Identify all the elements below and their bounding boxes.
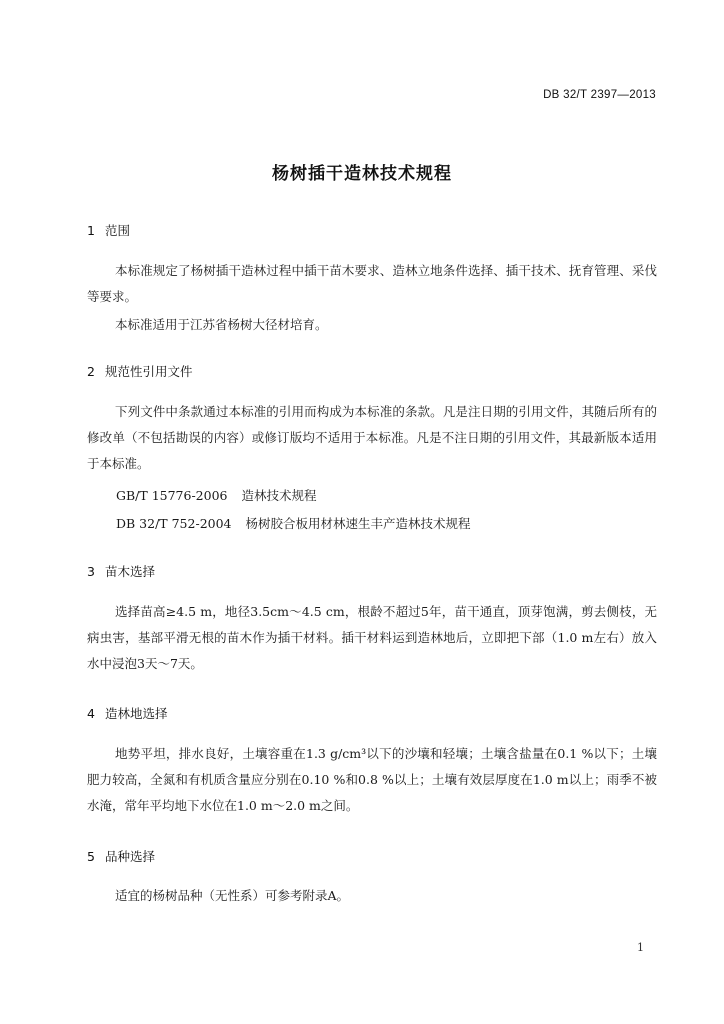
section-number: 2 bbox=[87, 364, 95, 379]
paragraph: 选择苗高≥4.5 m，地径3.5cm～4.5 cm，根龄不超过5年，苗干通直，顶芽饱满，剪去侧枝，无病虫害，基部平滑无根的苗木作为插干材料。插干材料运到造林地后，立即把下部（1.0 m左右）放入水中浸泡3天～7天。 bbox=[87, 604, 657, 671]
section-heading-scope bbox=[87, 221, 130, 239]
section-heading-normative-references bbox=[87, 362, 193, 380]
page-number: 1 bbox=[637, 941, 644, 954]
reference-item bbox=[116, 514, 471, 532]
section-heading-variety-selection bbox=[87, 847, 155, 865]
paragraph: 地势平坦，排水良好，土壤容重在1.3 g/cm³以下的沙壤和轻壤；土壤含盐量在0.1 %以下；土壤肥力较高，全氮和有机质含量应分别在0.10 %和0.8 %以上；土壤有效层厚度在1.0 m以上；雨季不被水淹，常年平均地下水位在1.0 m～2.0 m之间。 bbox=[87, 746, 657, 813]
reference-code: GB/T 15776-2006 bbox=[116, 488, 228, 503]
paragraph: 本标准规定了杨树插干造林过程中插干苗木要求、造林立地条件选择、插干技术、抚育管理、采伐等要求。 bbox=[87, 263, 657, 304]
document-title: 杨树插干造林技术规程 bbox=[272, 164, 452, 184]
section-number: 1 bbox=[87, 223, 95, 238]
section-title: 造林地选择 bbox=[105, 706, 168, 721]
section-number: 4 bbox=[87, 706, 95, 721]
section-title: 苗木选择 bbox=[105, 564, 156, 579]
section-title: 品种选择 bbox=[105, 849, 156, 864]
standard-number: DB 32/T 2397—2013 bbox=[543, 89, 656, 101]
section-title: 范围 bbox=[105, 223, 131, 238]
paragraph: 本标准适用于江苏省杨树大径材培育。 bbox=[115, 317, 328, 332]
paragraph: 下列文件中条款通过本标准的引用而构成为本标准的条款。凡是注日期的引用文件，其随后所有的修改单（不包括勘误的内容）或修订版均不适用于本标准。凡是不注日期的引用文件，其最新版本适用于本标准。 bbox=[87, 404, 657, 471]
section-title: 规范性引用文件 bbox=[105, 364, 193, 379]
reference-title: 造林技术规程 bbox=[241, 488, 317, 503]
section-heading-seedling-selection bbox=[87, 562, 155, 580]
section-number: 3 bbox=[87, 564, 95, 579]
reference-code: DB 32/T 752-2004 bbox=[116, 516, 232, 531]
section-heading-site-selection bbox=[87, 704, 168, 722]
reference-item bbox=[116, 486, 317, 504]
section-number: 5 bbox=[87, 849, 95, 864]
reference-title: 杨树胶合板用材林速生丰产造林技术规程 bbox=[245, 516, 471, 531]
paragraph: 适宜的杨树品种（无性系）可参考附录A。 bbox=[115, 888, 350, 903]
